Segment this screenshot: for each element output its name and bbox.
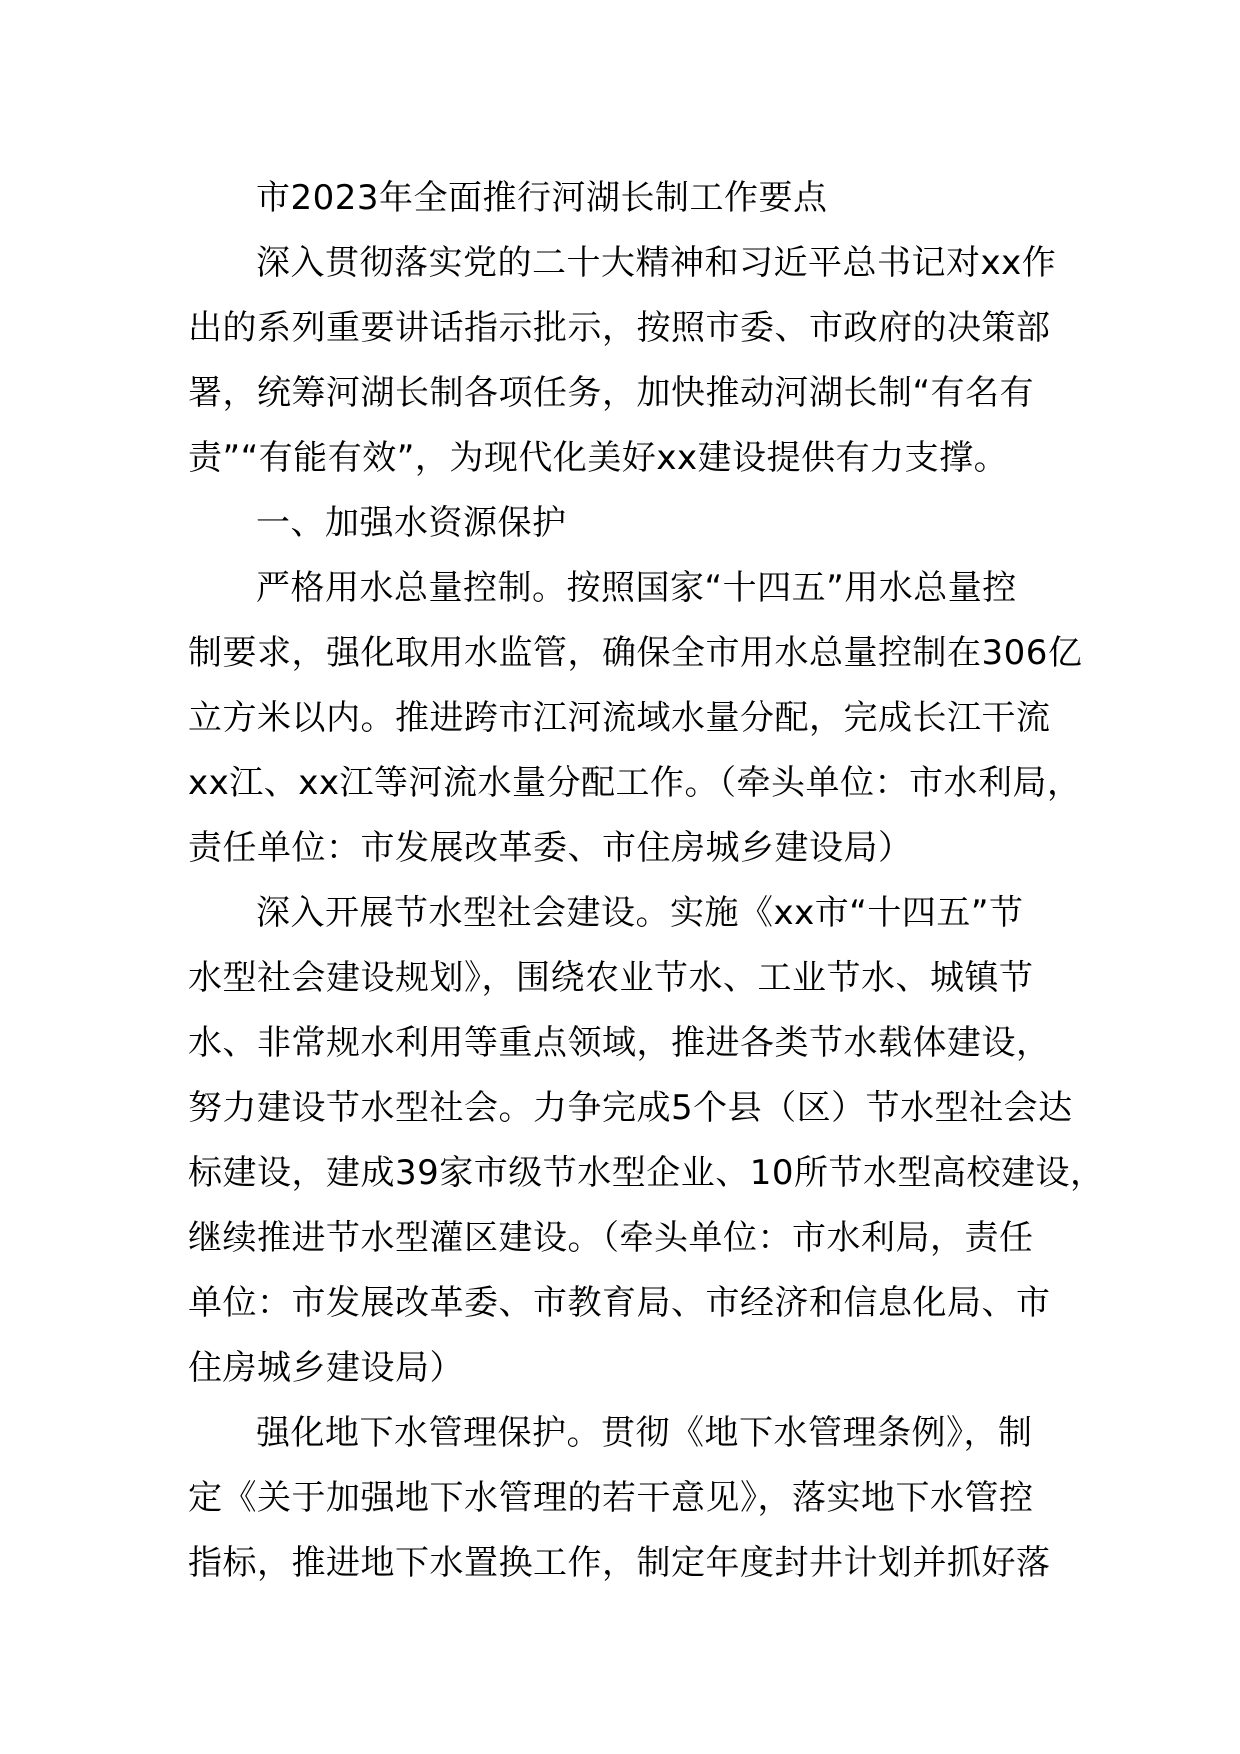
paragraph-line: 标建设，建成39家市级节水型企业、10所节水型高校建设， xyxy=(188,1153,1105,1193)
paragraph-line: 强化地下水管理保护。贯彻《地下水管理条例》，制 xyxy=(256,1413,1033,1453)
paragraph-line: 单位：市发展改革委、市教育局、市经济和信息化局、市 xyxy=(188,1283,1051,1323)
section-heading: 一、加强水资源保护 xyxy=(256,503,567,543)
paragraph-line: 严格用水总量控制。按照国家“十四五”用水总量控 xyxy=(256,568,1017,608)
paragraph-line: xx江、xx江等河流水量分配工作。（牵头单位：市水利局， xyxy=(188,763,1082,803)
intro-line: 署，统筹河湖长制各项任务，加快推动河湖长制“有名有 xyxy=(188,373,1035,413)
paragraph-line: 立方米以内。推进跨市江河流域水量分配，完成长江干流 xyxy=(188,698,1051,738)
document-title: 市2023年全面推行河湖长制工作要点 xyxy=(256,178,828,218)
paragraph-line: 继续推进节水型灌区建设。（牵头单位：市水利局，责任 xyxy=(188,1218,1034,1258)
intro-line: 责”“有能有效”，为现代化美好xx建设提供有力支撑。 xyxy=(188,438,1009,478)
paragraph-line: 住房城乡建设局） xyxy=(188,1348,464,1388)
paragraph-line: 水、非常规水利用等重点领域，推进各类节水载体建设， xyxy=(188,1023,1051,1063)
paragraph-line: 水型社会建设规划》，围绕农业节水、工业节水、城镇节 xyxy=(188,958,1034,998)
paragraph-line: 努力建设节水型社会。力争完成5个县（区）节水型社会达 xyxy=(188,1088,1073,1128)
intro-line: 出的系列重要讲话指示批示，按照市委、市政府的决策部 xyxy=(188,308,1051,348)
paragraph-line: 指标，推进地下水置换工作，制定年度封井计划并抓好落 xyxy=(188,1543,1051,1583)
paragraph-line: 责任单位：市发展改革委、市住房城乡建设局） xyxy=(188,828,913,868)
intro-line: 深入贯彻落实党的二十大精神和习近平总书记对xx作 xyxy=(256,243,1057,283)
document-body xyxy=(188,166,1105,1596)
paragraph-line: 制要求，强化取用水监管，确保全市用水总量控制在306亿 xyxy=(188,633,1083,673)
paragraph-line: 定《关于加强地下水管理的若干意见》，落实地下水管控 xyxy=(188,1478,1034,1518)
paragraph-line: 深入开展节水型社会建设。实施《xx市“十四五”节 xyxy=(256,893,1024,933)
